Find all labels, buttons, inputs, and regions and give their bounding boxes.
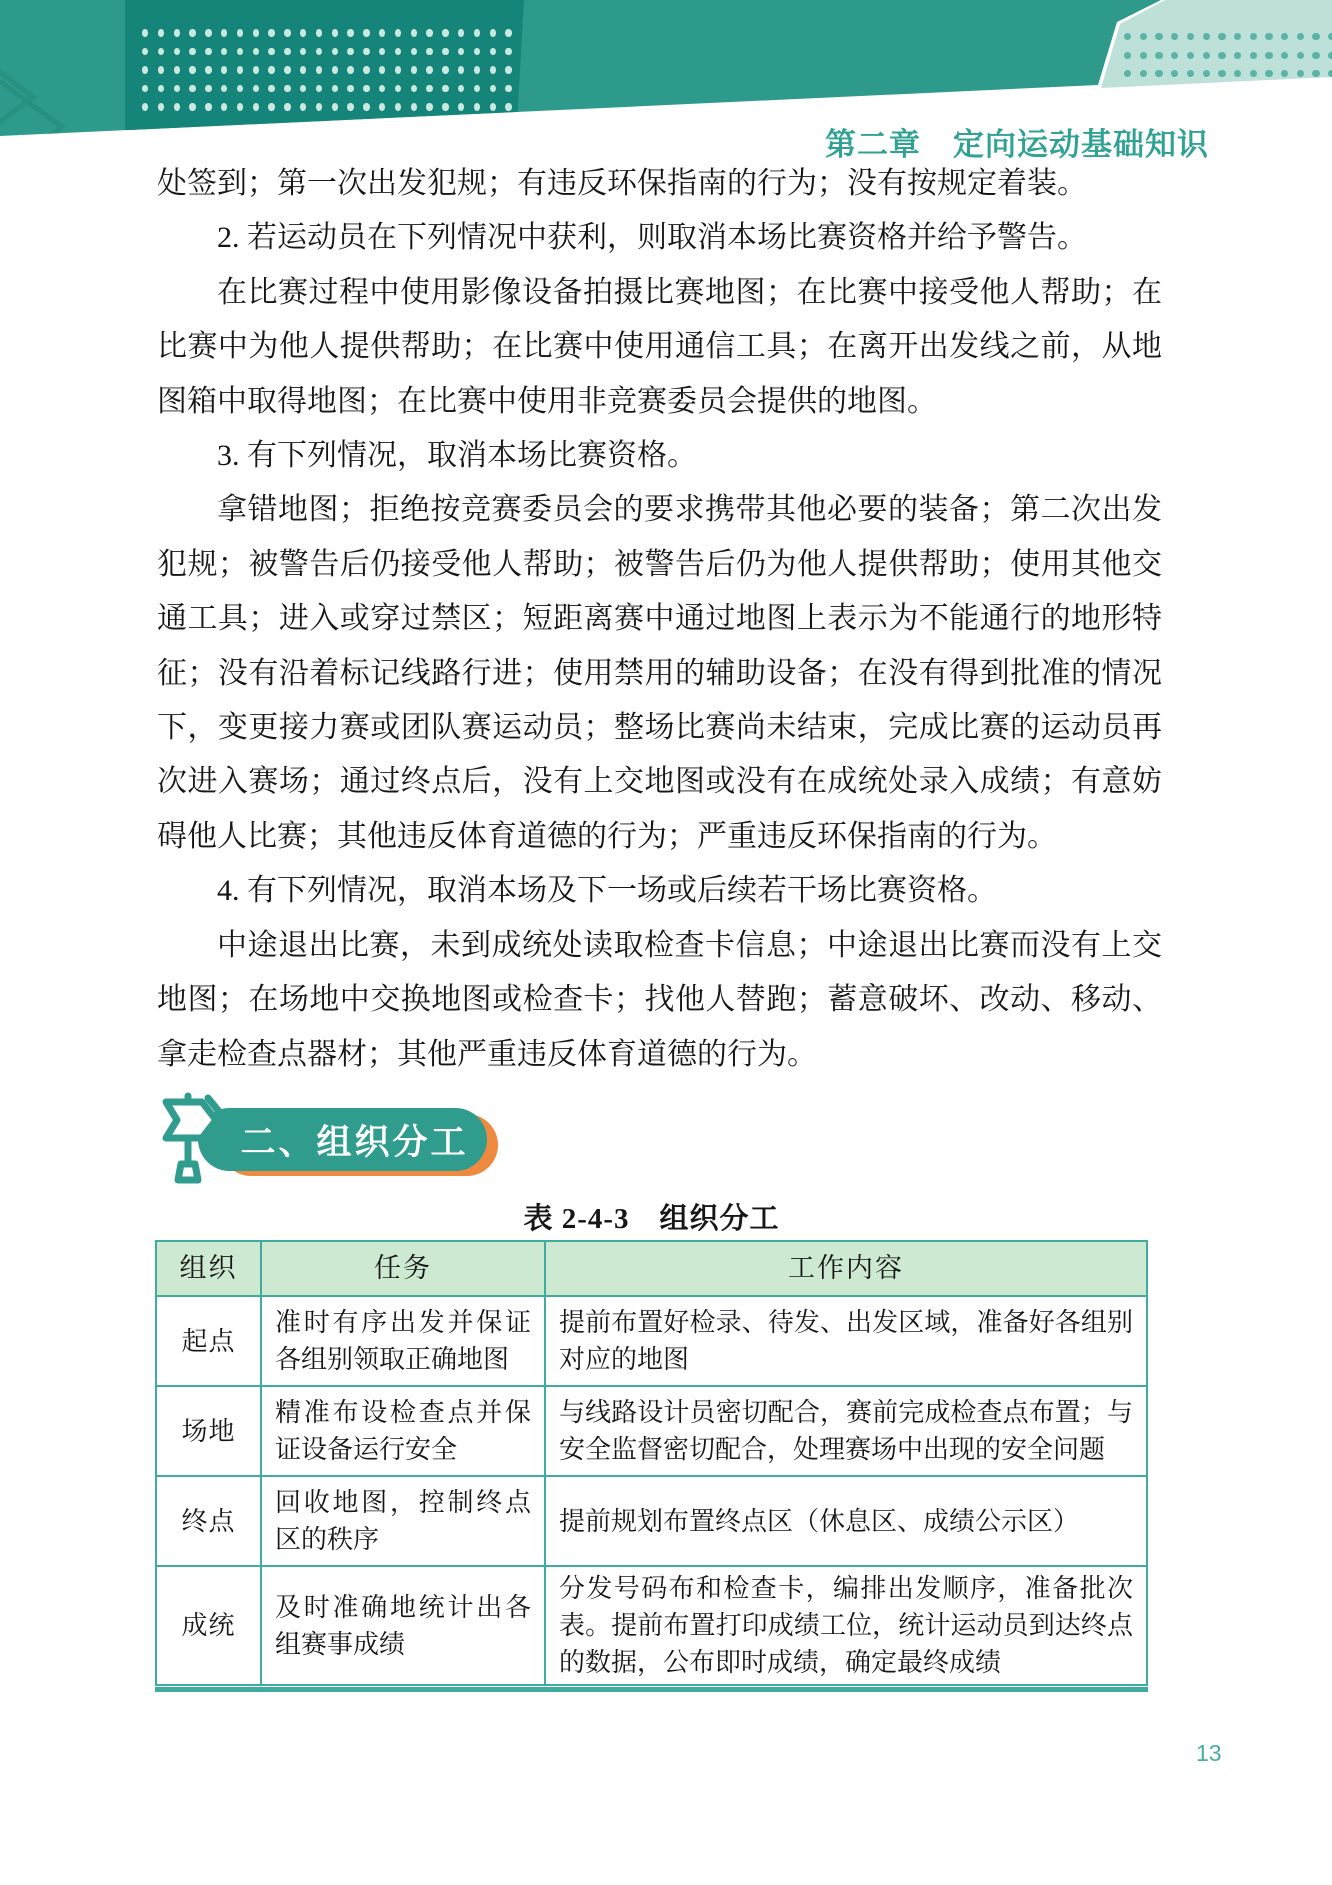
banner-mint-dots bbox=[1124, 33, 1332, 95]
work-cell: 提前布置好检录、待发、出发区域，准备好各组别对应的地图 bbox=[545, 1296, 1147, 1386]
paragraph: 中途退出比赛，未到成统处读取检查卡信息；中途退出比赛而没有上交地图；在场地中交换地图或检查卡；找他人替跑；蓄意破坏、改动、移动、拿走检查点器材；其他严重违反体育道德的行为。 bbox=[157, 928, 1162, 1071]
paragraph: 4. 有下列情况，取消本场及下一场或后续若干场比赛资格。 bbox=[217, 874, 997, 908]
table-row bbox=[156, 1476, 1147, 1566]
chapter-title: 第二章 定向运动基础知识 bbox=[825, 127, 1209, 162]
task-cell: 回收地图，控制终点区的秩序 bbox=[261, 1476, 545, 1566]
table-header-row bbox=[156, 1241, 1147, 1296]
org-cell: 成统 bbox=[156, 1566, 261, 1685]
paragraph: 处签到；第一次出发犯规；有违反环保指南的行为；没有按规定着装。 bbox=[157, 167, 1087, 200]
signpost-icon bbox=[156, 1090, 232, 1184]
section-heading bbox=[198, 1108, 487, 1171]
paragraph: 拿错地图；拒绝按竞赛委员会的要求携带其他必要的装备；第二次出发犯规；被警告后仍接受他人帮助；被警告后仍为他人提供帮助；使用其他交通工具；进入或穿过禁区；短距离赛中通过地图上表示为不能通行的地形特征；没有沿着标记线路行进；使用禁用的辅助设备；在没有得到批准的情况下，变更接力赛或团队赛运动员；整场比赛尚未结束，完成比赛的运动员再次进入赛场；通过终点后，没有上交地图或没有在成统处录入成绩；有意妨碍他人比赛；其他违反体育道德的行为；严重违反环保指南的行为。 bbox=[157, 493, 1162, 853]
work-cell: 与线路设计员密切配合，赛前完成检查点布置；与安全监督密切配合，处理赛场中出现的安全问题 bbox=[545, 1386, 1147, 1476]
paragraph: 2. 若运动员在下列情况中获利，则取消本场比赛资格并给予警告。 bbox=[217, 221, 1087, 255]
chevron-decoration-icon bbox=[0, 35, 100, 165]
column-header: 工作内容 bbox=[545, 1241, 1147, 1296]
task-cell: 精准布设检查点并保证设备运行安全 bbox=[261, 1386, 545, 1476]
org-table bbox=[155, 1240, 1148, 1686]
section-title: 二、组织分工 bbox=[240, 1122, 469, 1162]
work-cell: 提前规划布置终点区（休息区、成绩公示区） bbox=[545, 1476, 1147, 1566]
table-caption: 表 2-4-3 组织分工 bbox=[523, 1203, 780, 1235]
banner-dark-dots bbox=[142, 29, 520, 119]
table-row bbox=[156, 1386, 1147, 1476]
table-row bbox=[156, 1566, 1147, 1685]
task-cell: 及时准确地统计出各组赛事成绩 bbox=[261, 1566, 545, 1685]
column-header: 组织 bbox=[156, 1241, 261, 1296]
paragraph: 在比赛过程中使用影像设备拍摄比赛地图；在比赛中接受他人帮助；在比赛中为他人提供帮助；在比赛中使用通信工具；在离开出发线之前，从地图箱中取得地图；在比赛中使用非竞赛委员会提供的地图。 bbox=[157, 275, 1162, 418]
org-cell: 场地 bbox=[156, 1386, 261, 1476]
task-cell: 准时有序出发并保证各组别领取正确地图 bbox=[261, 1296, 545, 1386]
org-cell: 终点 bbox=[156, 1476, 261, 1566]
table-bottom-rule bbox=[155, 1687, 1148, 1692]
page-number: 13 bbox=[1196, 1740, 1222, 1766]
work-cell: 分发号码布和检查卡，编排出发顺序，准备批次表。提前布置打印成绩工位，统计运动员到达终点的数据，公布即时成绩，确定最终成绩 bbox=[545, 1566, 1147, 1685]
column-header: 任务 bbox=[261, 1241, 545, 1296]
table-row bbox=[156, 1296, 1147, 1386]
org-cell: 起点 bbox=[156, 1296, 261, 1386]
body-text bbox=[157, 157, 1162, 1082]
paragraph: 3. 有下列情况，取消本场比赛资格。 bbox=[217, 439, 697, 473]
